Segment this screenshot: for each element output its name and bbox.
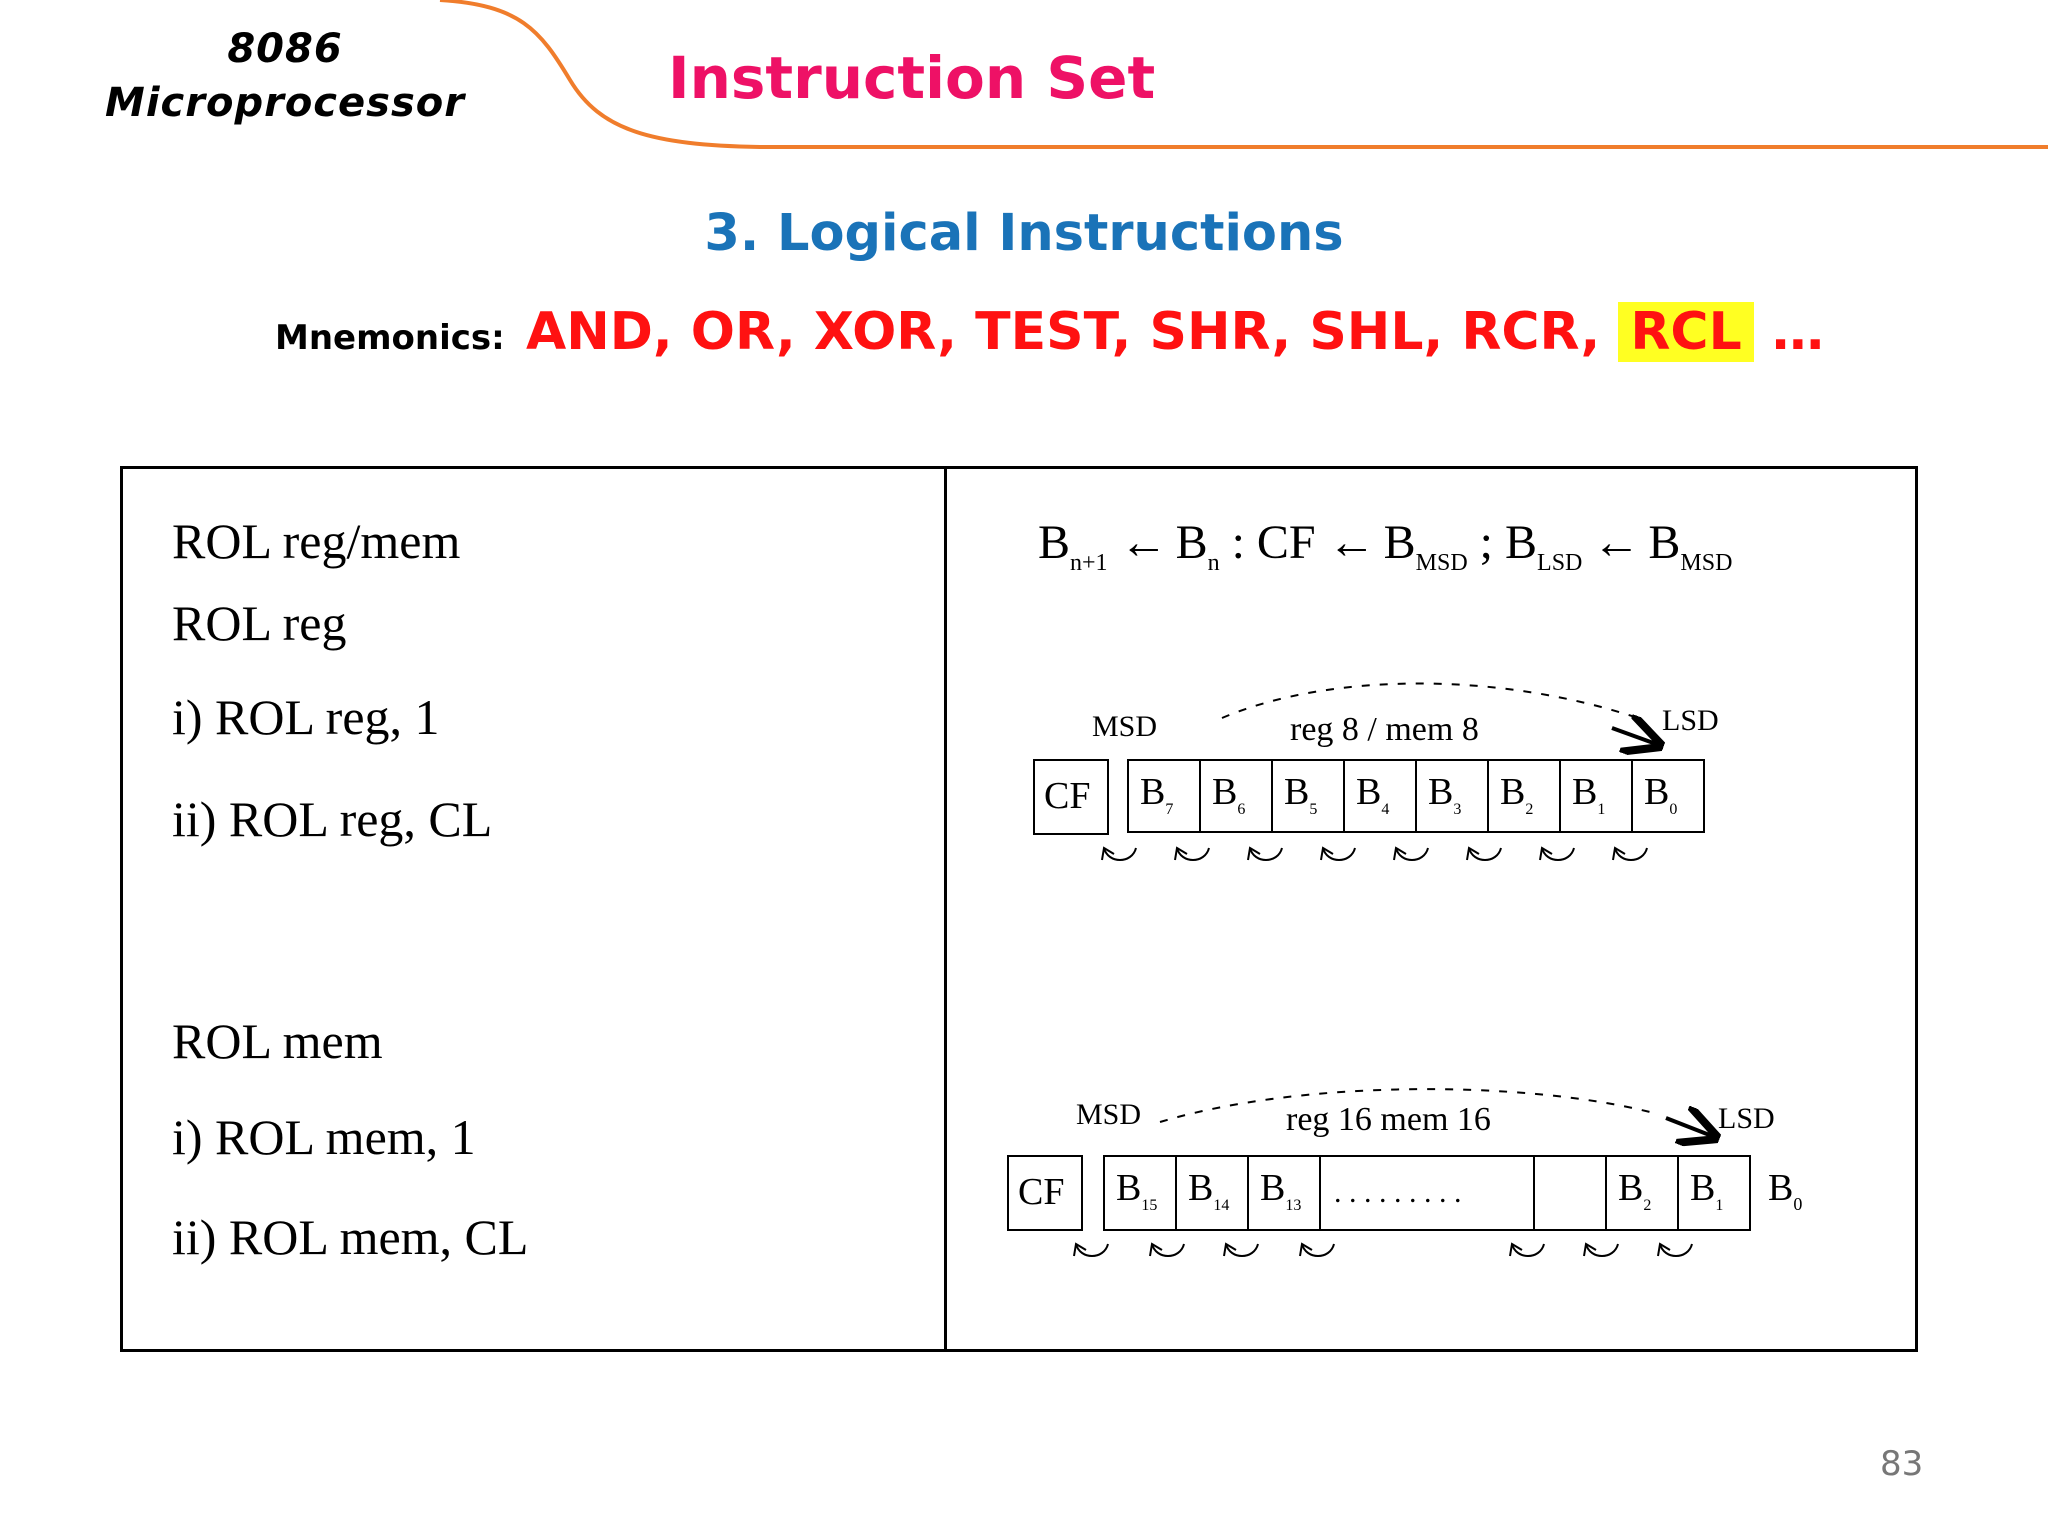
d16-bit-1-label: $B_1$	[1690, 1167, 1724, 1214]
d16-msd-label: MSD	[1076, 1098, 1142, 1131]
d16-bit-2-label: $B_2$	[1618, 1167, 1652, 1214]
formula-arrow2: ←	[1327, 516, 1376, 569]
mnemonics-items: AND, OR, XOR, TEST, SHR, SHL, RCR,	[526, 302, 1619, 362]
d8-bit-5-label: $B_5$	[1284, 771, 1318, 818]
d16-shift-arrows	[1074, 1244, 1692, 1256]
formula-b5: B	[1648, 516, 1681, 569]
d8-lsd-arrow	[1612, 728, 1656, 744]
page-number: 83	[1880, 1444, 1924, 1484]
formula-b2: B	[1175, 516, 1208, 569]
d8-bit-7-label: $B_7$	[1140, 771, 1174, 818]
mem-form-2: ii) ROL mem, CL	[172, 1209, 529, 1265]
mnemonics-label: Mnemonics:	[275, 318, 505, 358]
formula-sub3: MSD	[1415, 550, 1468, 576]
highlighted-mnemonic: RCL	[1618, 302, 1753, 362]
formula-arrow3: ←	[1592, 516, 1641, 569]
syntax-mem: ROL mem	[172, 1013, 383, 1069]
reg-form-1: i) ROL reg, 1	[172, 689, 440, 745]
d8-msd-label: MSD	[1092, 710, 1158, 743]
d8-bit-0-label: $B_0$	[1644, 771, 1678, 818]
d16-lsd-arrow	[1666, 1118, 1712, 1136]
d16-lsd-label: LSD	[1718, 1102, 1775, 1135]
brand-line-1: 8086	[227, 26, 343, 72]
mnemonics-ellipsis: …	[1753, 302, 1824, 362]
formula-sub2: n	[1207, 550, 1220, 576]
d8-cf-text: CF	[1044, 775, 1091, 817]
formula-cf: : CF	[1219, 516, 1328, 569]
d16-bit-cells-low	[1606, 1156, 1750, 1230]
formula-arrow1: ←	[1119, 516, 1168, 569]
d16-b0-outside: $B_0$	[1768, 1167, 1803, 1214]
svg-text:Bn+1←Bn : CF ←BMSD ; BLSD←BMSD	[1038, 516, 1732, 576]
d8-bit-2-label: $B_2$	[1500, 771, 1534, 818]
d16-dots: . . . . . . . . .	[1334, 1176, 1462, 1209]
d16-bit-14-label: $B_{14}$	[1188, 1167, 1230, 1214]
d16-bit-cells-high	[1104, 1156, 1320, 1230]
d8-bit-6-label: $B_6$	[1212, 771, 1246, 818]
d8-bit-4-label: $B_4$	[1356, 771, 1390, 818]
syntax-reg: ROL reg	[172, 595, 347, 651]
d8-bit-1-label: $B_1$	[1572, 771, 1606, 818]
formula-sub1: n+1	[1070, 550, 1108, 576]
syntax-reg-mem: ROL reg/mem	[172, 513, 461, 569]
d16-cf-text: CF	[1018, 1171, 1065, 1213]
d8-lsd-label: LSD	[1662, 704, 1719, 737]
formula-b1: B	[1038, 516, 1071, 569]
d16-bit-15-label: $B_{15}$	[1116, 1167, 1158, 1214]
d8-register-label: reg 8 / mem 8	[1290, 711, 1479, 748]
formula-sub5: MSD	[1680, 550, 1733, 576]
d8-bit-3-label: $B_3$	[1428, 771, 1462, 818]
mem-form-1: i) ROL mem, 1	[172, 1109, 476, 1165]
d16-register-label: reg 16 mem 16	[1286, 1101, 1491, 1138]
d8-bit-cells	[1128, 760, 1704, 832]
d16-spacer-cell	[1534, 1156, 1606, 1230]
section-heading: 3. Logical Instructions	[704, 204, 1344, 263]
page-title: Instruction Set	[668, 44, 1156, 112]
reg-form-2: ii) ROL reg, CL	[172, 791, 493, 847]
formula-b3: B	[1383, 516, 1416, 569]
d8-shift-arrows	[1102, 848, 1647, 860]
formula-semi: ; B	[1467, 516, 1538, 569]
d16-bit-13-label: $B_{13}$	[1260, 1167, 1302, 1214]
brand-line-2: Microprocessor	[105, 80, 465, 126]
formula-sub4: LSD	[1537, 550, 1583, 576]
